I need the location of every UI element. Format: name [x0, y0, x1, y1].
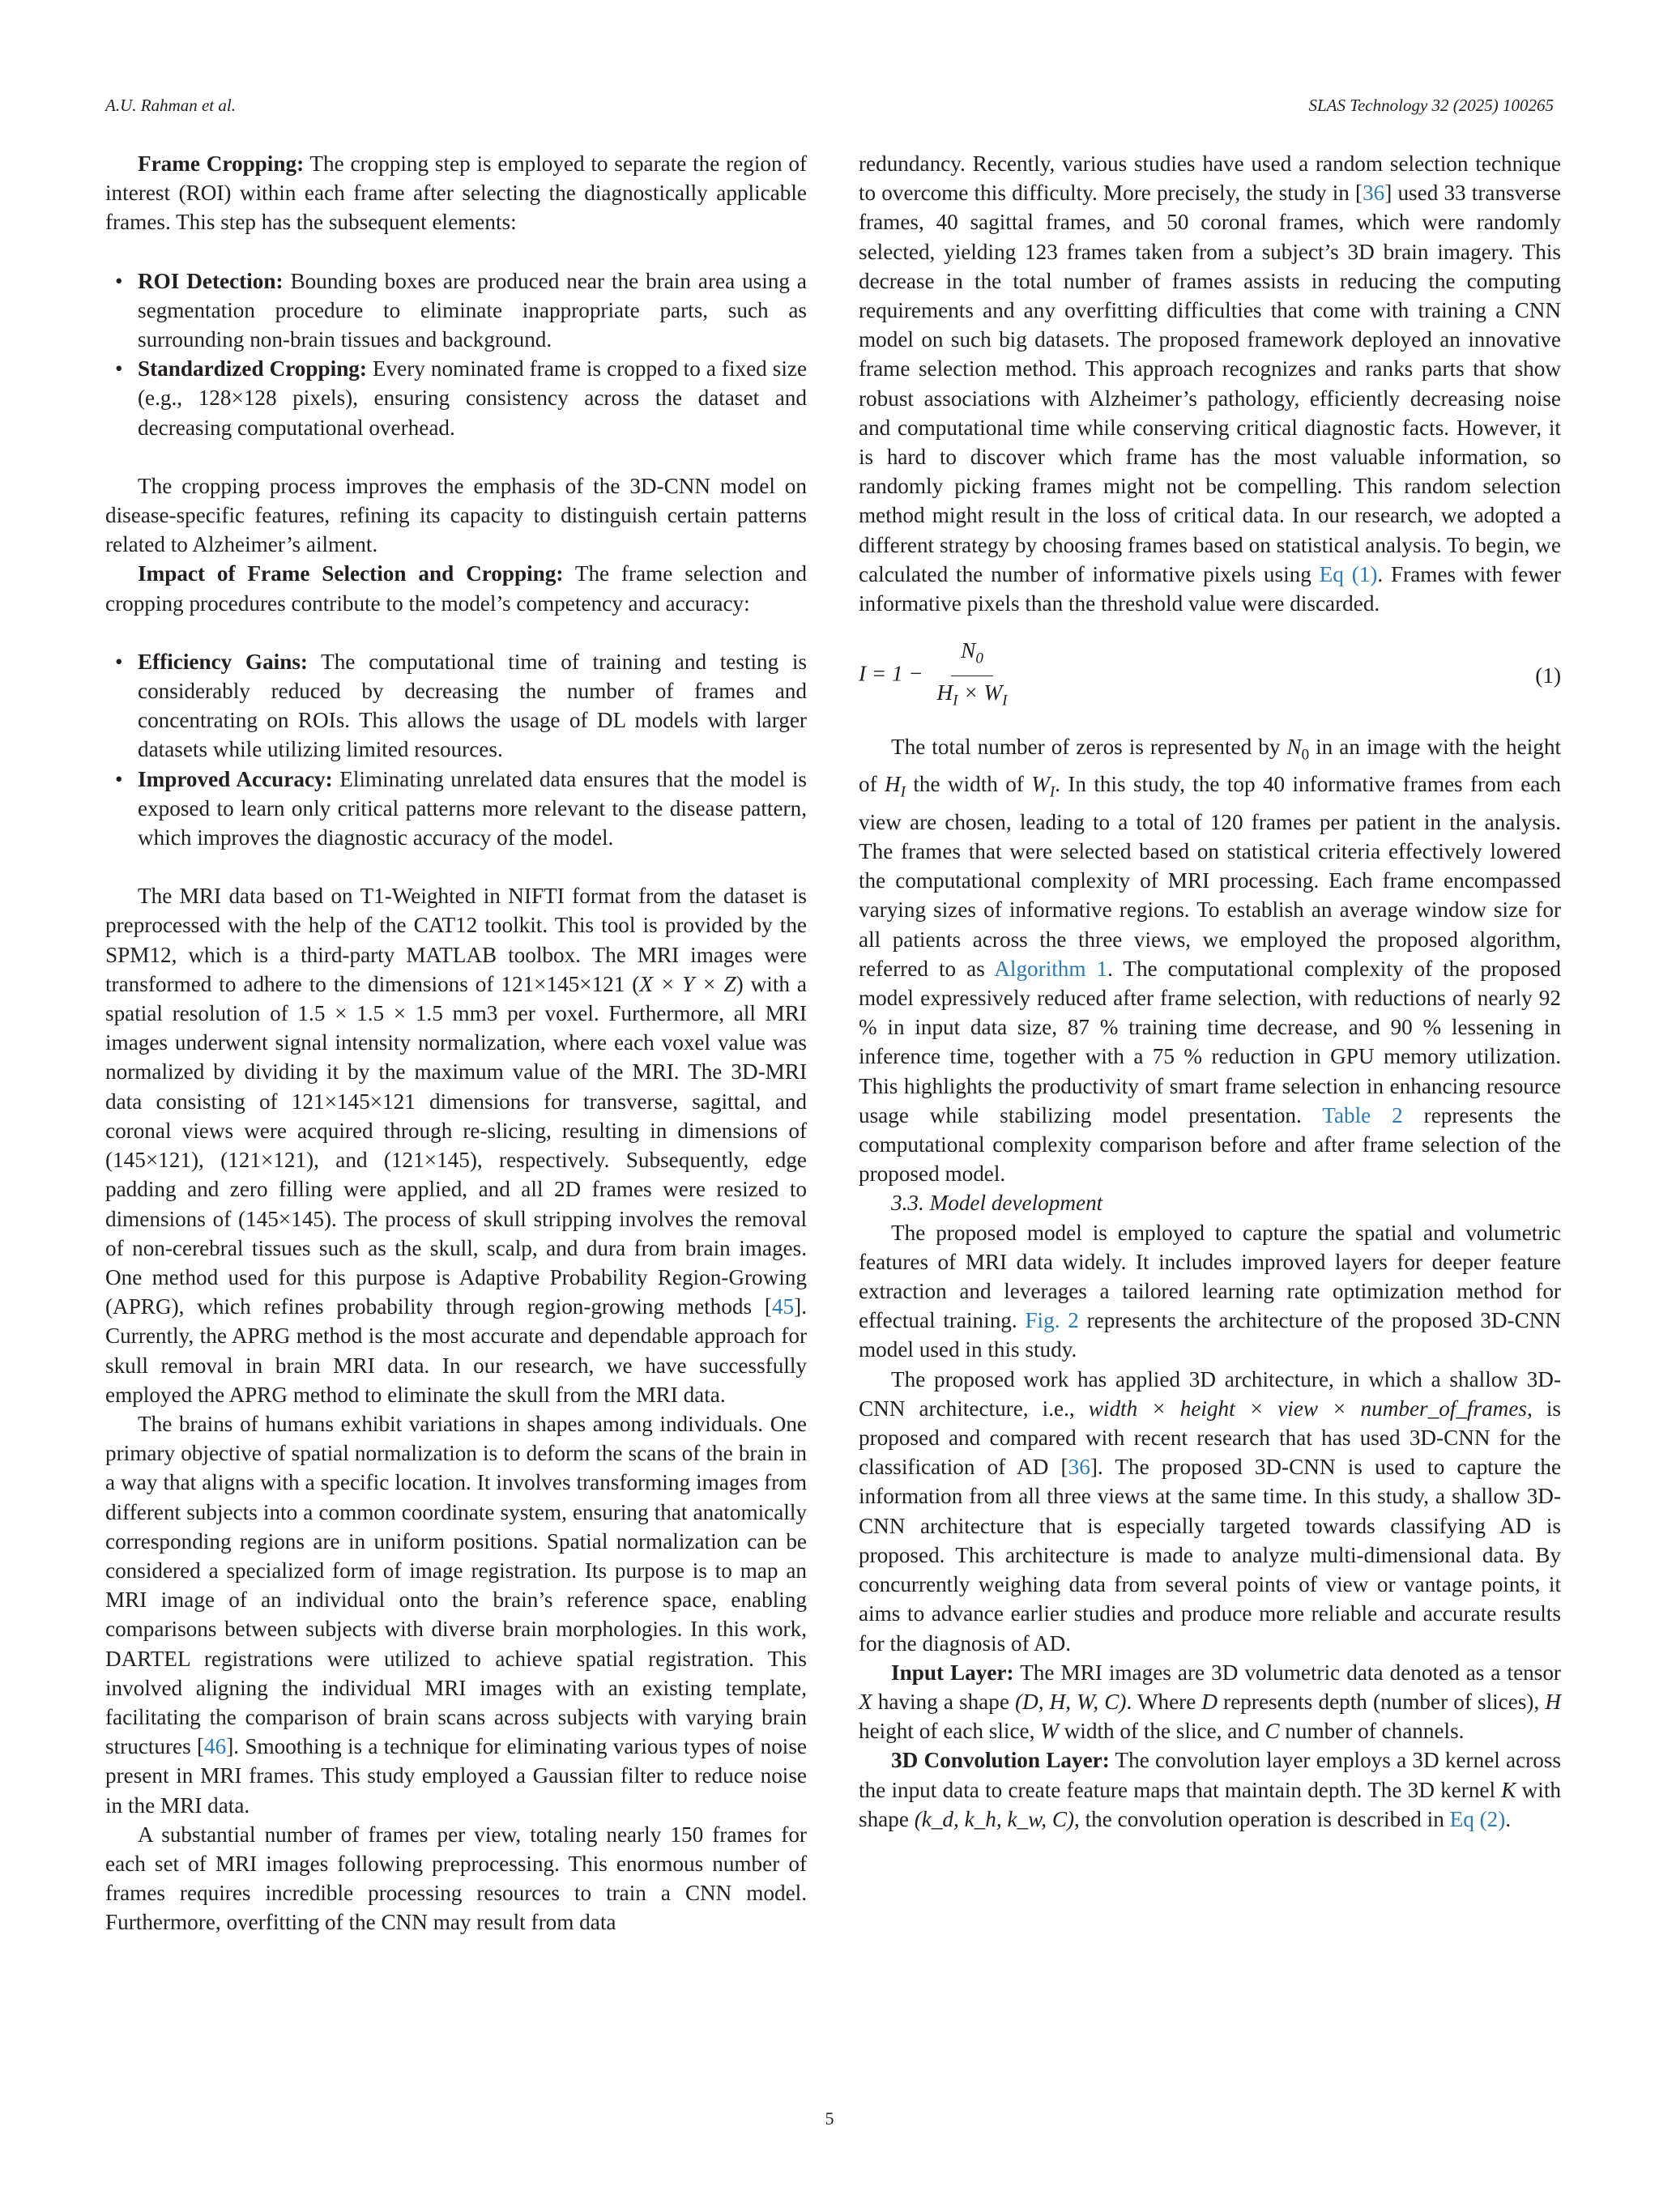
- operator: ×: [957, 680, 984, 705]
- paragraph-text: ) with a spatial resolution of 1.5 × 1.5 × 1.5 mm3 per voxel. Furthermore, all MRI images underwent signal intensity normalization, where each voxel value was normalized by dividing it by the maximum value of the MRI. The 3D-MRI data consisting of 121×145×121 dimensions for transverse, sagittal, and coronal views were acquired through re-slicing, resulting in dimensions of (145×121), (121×121), and (121×145), respectively. Subsequently, edge padding and zero filling were applied, and all 2D frames were resized to dimensions of (145×145). The process of skull stripping involves the removal of non-cerebral tissues such as the skull, scalp, and dura from brain images. One method used for this purpose is Adaptive Probability Region-Growing (APRG), which refines probability through region-growing methods [: [105, 971, 807, 1319]
- inline-math: W: [1040, 1719, 1059, 1744]
- run-in-heading: Input Layer:: [891, 1660, 1014, 1685]
- section-heading: 3.3. Model development: [891, 1191, 1103, 1216]
- subscript: 0: [1301, 745, 1310, 763]
- paragraph-frame-selection: [859, 732, 1561, 1189]
- paragraph-text: number of channels.: [1279, 1719, 1465, 1744]
- paragraph-text: ] used 33 transverse frames, 40 sagittal frames, and 50 coronal frames, which were randomly selected, yielding 123 frames taken from a subject’s 3D brain imagery. This decrease in the total number of frames assists in reducing the computing requirements and any overfitting difficulties that come with training a CNN model on such big datasets. The proposed framework deployed an innovative frame selection method. This approach recognizes and ranks parts that show robust associations with Alzheimer’s pathology, efficiently decreasing noise and computational time while conserving critical diagnostic facts. However, it is hard to discover which frame has the most valuable information, so randomly picking frames might not be compelling. This random selection method might result in the loss of critical data. In our research, we adopted a different strategy by choosing frames based on statistical analysis. To begin, we calculated the number of informative pixels using: [859, 181, 1561, 586]
- paragraph: A substantial number of frames per view, totaling nearly 150 frames for each set of MRI images following preprocessing. This enormous number of frames requires incredible processing resources to train a CNN model. Furthermore, overfitting of the CNN may result from data: [105, 1822, 807, 1935]
- equation-link[interactable]: Eq (1): [1319, 561, 1378, 586]
- paragraph-text: in an image with the height of: [859, 734, 1561, 797]
- paragraph-input-layer: [859, 1658, 1561, 1746]
- symbol: H: [936, 680, 953, 705]
- equation-body: [859, 636, 1007, 715]
- paragraph-text: ]. Currently, the APRG method is the most accurate and dependable approach for skull removal in brain MRI data. In our research, we have successfully employed the APRG method to eliminate the skull from the MRI data.: [105, 1294, 807, 1407]
- inline-math: (D, H, W, C): [1015, 1689, 1127, 1714]
- inline-math: W: [1031, 772, 1050, 797]
- paragraph-text: The MRI images are 3D volumetric data denoted as a tensor: [1013, 1660, 1561, 1685]
- list-item: [138, 354, 807, 442]
- inline-math: X: [859, 1689, 872, 1714]
- paragraph-text: The cropping step is employed to separate the region of interest (ROI) within each frame after selecting the diagnostically applicable frames. This step has the subsequent elements:: [105, 151, 807, 235]
- paragraph-text: The proposed model is employed to capture the spatial and volumetric features of MRI data widely. It includes improved layers for deeper feature extraction and leverages a tailored learning rate optimization method for effectual training.: [859, 1220, 1561, 1333]
- running-header-journal: SLAS Technology 32 (2025) 100265: [1308, 96, 1554, 115]
- paragraph-text: having a shape: [872, 1689, 1016, 1714]
- equation-fraction: [937, 636, 1008, 715]
- paragraph-text: the width of: [906, 772, 1032, 797]
- inline-math: D: [1201, 1689, 1218, 1714]
- paragraph: The cropping process improves the emphasis of the 3D-CNN model on disease-specific features, refining its capacity to distinguish certain patterns related to Alzheimer’s ailment.: [105, 473, 807, 557]
- subscript: I: [953, 692, 958, 710]
- paragraph-text: with shape: [859, 1777, 1561, 1831]
- list-item-text: Bounding boxes are produced near the brain area using a segmentation procedure to eliminate inappropriate parts, such as surrounding non-brain tissues and background.: [138, 268, 807, 352]
- paragraph-text: The MRI data based on T1-Weighted in NIFTI format from the dataset is preprocessed with the help of the CAT12 toolkit. This tool is provided by the SPM12, which is a third-party MATLAB toolbox. The MRI images were transformed to adhere to the dimensions of 121×145×121 (: [105, 884, 807, 996]
- paragraph-impact: [105, 559, 807, 617]
- paragraph-text: width of the slice, and: [1058, 1719, 1265, 1744]
- list-item-text: Eliminating unrelated data ensures that the model is exposed to learn only critical patterns more relevant to the disease pattern, which improves the diagnostic accuracy of the model.: [138, 766, 808, 850]
- inline-math: (k_d, k_h, k_w, C): [914, 1806, 1075, 1831]
- run-in-heading: Impact of Frame Selection and Cropping:: [138, 561, 564, 586]
- inline-math: width × height × view × number_of_frames: [1088, 1396, 1527, 1421]
- citation-link[interactable]: 45: [771, 1294, 795, 1319]
- paragraph-text: represents the computational complexity comparison before and after frame selection of the proposed model.: [859, 1102, 1561, 1187]
- list-item: [138, 647, 807, 765]
- paragraph-text: The total number of zeros is represented by: [891, 734, 1287, 759]
- paragraph-text: represents depth (number of slices),: [1218, 1689, 1546, 1714]
- equation-denominator: [937, 676, 1008, 716]
- paragraph-architecture: [859, 1365, 1561, 1658]
- running-header-authors: A.U. Rahman et al.: [105, 96, 236, 115]
- subscript: I: [900, 783, 906, 801]
- page-number: 5: [825, 2108, 834, 2129]
- paragraph-text: . In this study, the top 40 informative frames from each view are chosen, leading to a total of 120 frames per patient in the analysis. The frames that were selected based on statistical criteria effectively lowered the computational complexity of MRI processing. Each frame encompassed varying sizes of informative regions. To establish an average window size for all patients across the three views, we employed the proposed algorithm, referred to as: [859, 772, 1561, 981]
- citation-link[interactable]: 36: [1363, 181, 1385, 206]
- paragraph-text: ]. Smoothing is a technique for eliminating various types of noise present in MRI frames. This study employed a Gaussian filter to reduce noise in the MRI data.: [105, 1734, 807, 1818]
- inline-math: K: [1501, 1777, 1516, 1802]
- paragraph-conv-layer: [859, 1745, 1561, 1834]
- symbol: N: [961, 638, 976, 663]
- inline-math: H: [885, 772, 901, 797]
- bullet-list-cropping: [105, 266, 807, 442]
- figure-link[interactable]: Fig. 2: [1025, 1308, 1079, 1333]
- paragraph-frame-cropping: [105, 149, 807, 237]
- list-item: [138, 765, 807, 853]
- subscript: I: [1049, 783, 1056, 801]
- paragraph-text: , the convolution operation is described in: [1074, 1806, 1450, 1831]
- paragraph-text: redundancy. Recently, various studies have used a random selection technique to overcome this difficulty. More precisely, the study in [: [859, 151, 1561, 206]
- paragraph-text: The brains of humans exhibit variations in shapes among individuals. One primary objective of spatial normalization is to deform the scans of the brain in a way that aligns with a specific location. It involves transforming images from different subjects into a common coordinate system, ensuring that anatomically corresponding regions are in uniform positions. Spatial normalization can be considered a specialized form of image registration. Its purpose is to map an MRI image of an individual onto the brain’s reference space, enabling comparisons between subjects with diverse brain morphologies. In this work, DARTEL registrations were utilized to achieve spatial registration. This involved aligning the individual MRI images with an existing template, facilitating the comparison of brain scans across subjects with varying brain structures [: [105, 1411, 807, 1759]
- paragraph-text: , is proposed and compared with recent research that has used 3D-CNN for the classification of AD [: [859, 1396, 1561, 1480]
- bullet-list-impact: [105, 647, 807, 852]
- list-item-heading: Standardized Cropping:: [138, 356, 367, 381]
- inline-math: N: [1286, 734, 1302, 759]
- inline-math: X × Y × Z: [639, 971, 736, 996]
- table-link[interactable]: Table 2: [1322, 1102, 1403, 1127]
- symbol: W: [983, 680, 1003, 705]
- left-column: [105, 149, 807, 1937]
- citation-link[interactable]: 36: [1068, 1455, 1090, 1480]
- subscript: 0: [975, 650, 983, 667]
- run-in-heading: 3D Convolution Layer:: [891, 1748, 1110, 1773]
- list-item-text: The computational time of training and testing is considerably reduced by decreasing the number of frames and concentrating on ROIs. This allows the usage of DL models with larger datasets while utilizing limited resources.: [138, 649, 807, 762]
- paragraph-text: height of each slice,: [859, 1719, 1041, 1744]
- paragraph-continued: [859, 149, 1561, 618]
- list-item-heading: Improved Accuracy:: [138, 766, 333, 791]
- paragraph-preprocessing: [105, 881, 807, 1409]
- paragraph-text: . The computational complexity of the proposed model expressively reduced after frame selection, with reductions of nearly 92 % in input data size, 87 % training time decrease, and 90 % lessening in inference time, together with a 75 % reduction in GPU memory utilization. This highlights the productivity of smart frame selection in enhancing resource usage while stabilizing model presentation.: [859, 956, 1561, 1127]
- right-column: [859, 149, 1561, 1834]
- paragraph-text: . Frames with fewer informative pixels than the threshold value were discarded.: [859, 561, 1561, 616]
- paragraph-text: ]. The proposed 3D-CNN is used to capture the information from all three views at the same time. In this study, a shallow 3D-CNN architecture that is especially targeted towards classifying AD is proposed. This architecture is made to analyze multi-dimensional data. By concurrently weighing data from several points of view or vantage points, it aims to advance earlier studies and produce more reliable and accurate results for the diagnosis of AD.: [859, 1455, 1562, 1656]
- paragraph-model: [859, 1218, 1561, 1365]
- paragraph-text: The proposed work has applied 3D architecture, in which a shallow 3D-CNN architecture, i.e.,: [859, 1366, 1561, 1421]
- list-item-text: Every nominated frame is cropped to a fixed size (e.g., 128×128 pixels), ensuring consistency across the dataset and decreasing computational overhead.: [138, 356, 808, 440]
- list-item-heading: ROI Detection:: [138, 268, 284, 293]
- equation-link[interactable]: Eq (2): [1449, 1806, 1506, 1831]
- inline-math: H: [1545, 1689, 1561, 1714]
- list-item: [138, 266, 807, 355]
- paragraph-text: .: [1505, 1806, 1512, 1831]
- list-item-heading: Efficiency Gains:: [138, 649, 308, 674]
- paragraph-spatial-normalization: [105, 1409, 807, 1820]
- subscript: I: [1002, 692, 1008, 710]
- citation-link[interactable]: 46: [204, 1734, 227, 1759]
- equation-number: (1): [1535, 663, 1561, 688]
- equation-lhs: I = 1 −: [859, 661, 923, 686]
- equation-1: [859, 636, 1561, 715]
- paragraph-text: The frame selection and cropping procedures contribute to the model’s competency and accuracy:: [105, 561, 807, 616]
- algorithm-link[interactable]: Algorithm 1: [994, 956, 1108, 981]
- paragraph-text: The convolution layer employs a 3D kernel across the input data to create feature maps that maintain depth. The 3D kernel: [859, 1748, 1561, 1802]
- paragraph-text: . Where: [1126, 1689, 1202, 1714]
- paragraph-text: represents the architecture of the proposed 3D-CNN model used in this study.: [859, 1308, 1561, 1362]
- equation-numerator: [951, 636, 993, 676]
- inline-math: C: [1265, 1719, 1280, 1744]
- run-in-heading: Frame Cropping:: [138, 151, 305, 176]
